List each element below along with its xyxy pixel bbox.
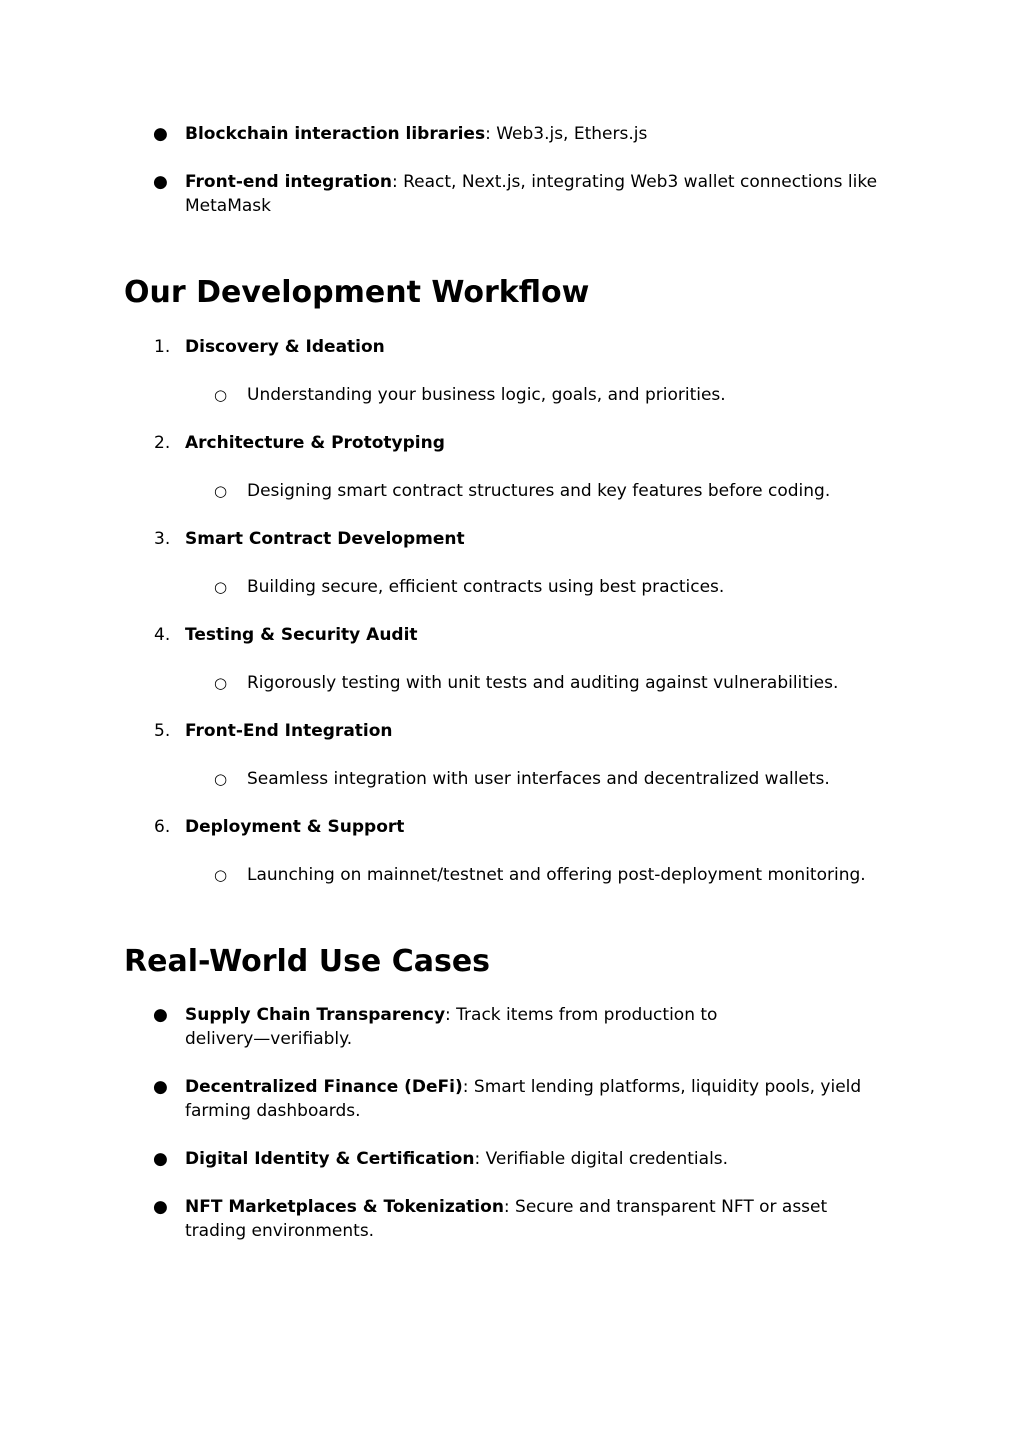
list-item-desc: : Web3.js, Ethers.js (485, 124, 648, 144)
step-title-text: Deployment & Support (185, 817, 405, 837)
list-item-term: NFT Marketplaces & Tokenization (185, 1197, 504, 1217)
step-title (185, 815, 885, 839)
bullet-marker: ● (153, 172, 168, 192)
step-number: 2. (154, 433, 171, 453)
bullet-marker: ● (153, 1197, 168, 1217)
step-title (185, 431, 885, 455)
list-item (185, 170, 895, 218)
list-item (185, 1195, 895, 1243)
list-item-desc: : Secure and transparent NFT or asset (503, 1197, 828, 1217)
step-detail: Seamless integration with user interfaces and decentralized wallets. (247, 769, 830, 789)
step-title (185, 623, 885, 647)
sub-bullet-marker: ○ (214, 578, 228, 596)
step-title (185, 527, 885, 551)
sub-bullet-marker: ○ (214, 674, 228, 692)
bullet-marker: ● (153, 124, 168, 144)
list-item-desc-continued: farming dashboards. (185, 1101, 361, 1121)
bullet-marker: ● (153, 1149, 168, 1169)
step-title (185, 719, 885, 743)
list-item (185, 1003, 895, 1051)
step-title-text: Discovery & Ideation (185, 337, 385, 357)
step-title-text: Architecture & Prototyping (185, 433, 445, 453)
workflow-heading: Our Development Workflow (124, 275, 590, 310)
list-item (185, 1075, 895, 1123)
step-number: 5. (154, 721, 171, 741)
step-detail: Understanding your business logic, goals, and priorities. (247, 385, 726, 405)
list-item-term: Blockchain interaction libraries (185, 124, 486, 144)
list-item-desc: : Smart lending platforms, liquidity pools, yield (462, 1077, 862, 1097)
sub-bullet-marker: ○ (214, 482, 228, 500)
step-number: 3. (154, 529, 171, 549)
bullet-marker: ● (153, 1005, 168, 1025)
list-item-desc: : Track items from production to (445, 1005, 718, 1025)
list-item-term: Front-end integration (185, 172, 392, 192)
list-item-term: Decentralized Finance (DeFi) (185, 1077, 463, 1097)
step-number: 4. (154, 625, 171, 645)
list-item-desc-continued: MetaMask (185, 196, 271, 216)
list-item (185, 122, 895, 146)
step-title-text: Testing & Security Audit (185, 625, 418, 645)
step-title (185, 335, 885, 359)
step-number: 1. (154, 337, 171, 357)
step-detail: Building secure, efficient contracts using best practices. (247, 577, 725, 597)
list-item-term: Digital Identity & Certification (185, 1149, 475, 1169)
step-detail: Launching on mainnet/testnet and offering post-deployment monitoring. (247, 865, 866, 885)
list-item-desc-continued: trading environments. (185, 1221, 375, 1241)
use-cases-heading: Real-World Use Cases (124, 944, 491, 979)
list-item (185, 1147, 895, 1171)
list-item-desc: : React, Next.js, integrating Web3 wallet connections like (391, 172, 878, 192)
step-detail: Designing smart contract structures and key features before coding. (247, 481, 831, 501)
list-item-desc: : Verifiable digital credentials. (474, 1149, 729, 1169)
sub-bullet-marker: ○ (214, 386, 228, 404)
step-number: 6. (154, 817, 171, 837)
list-item-desc-continued: delivery—verifiably. (185, 1029, 353, 1049)
bullet-marker: ● (153, 1077, 168, 1097)
sub-bullet-marker: ○ (214, 770, 228, 788)
step-title-text: Front-End Integration (185, 721, 393, 741)
step-title-text: Smart Contract Development (185, 529, 465, 549)
step-detail: Rigorously testing with unit tests and auditing against vulnerabilities. (247, 673, 839, 693)
list-item-term: Supply Chain Transparency (185, 1005, 446, 1025)
sub-bullet-marker: ○ (214, 866, 228, 884)
